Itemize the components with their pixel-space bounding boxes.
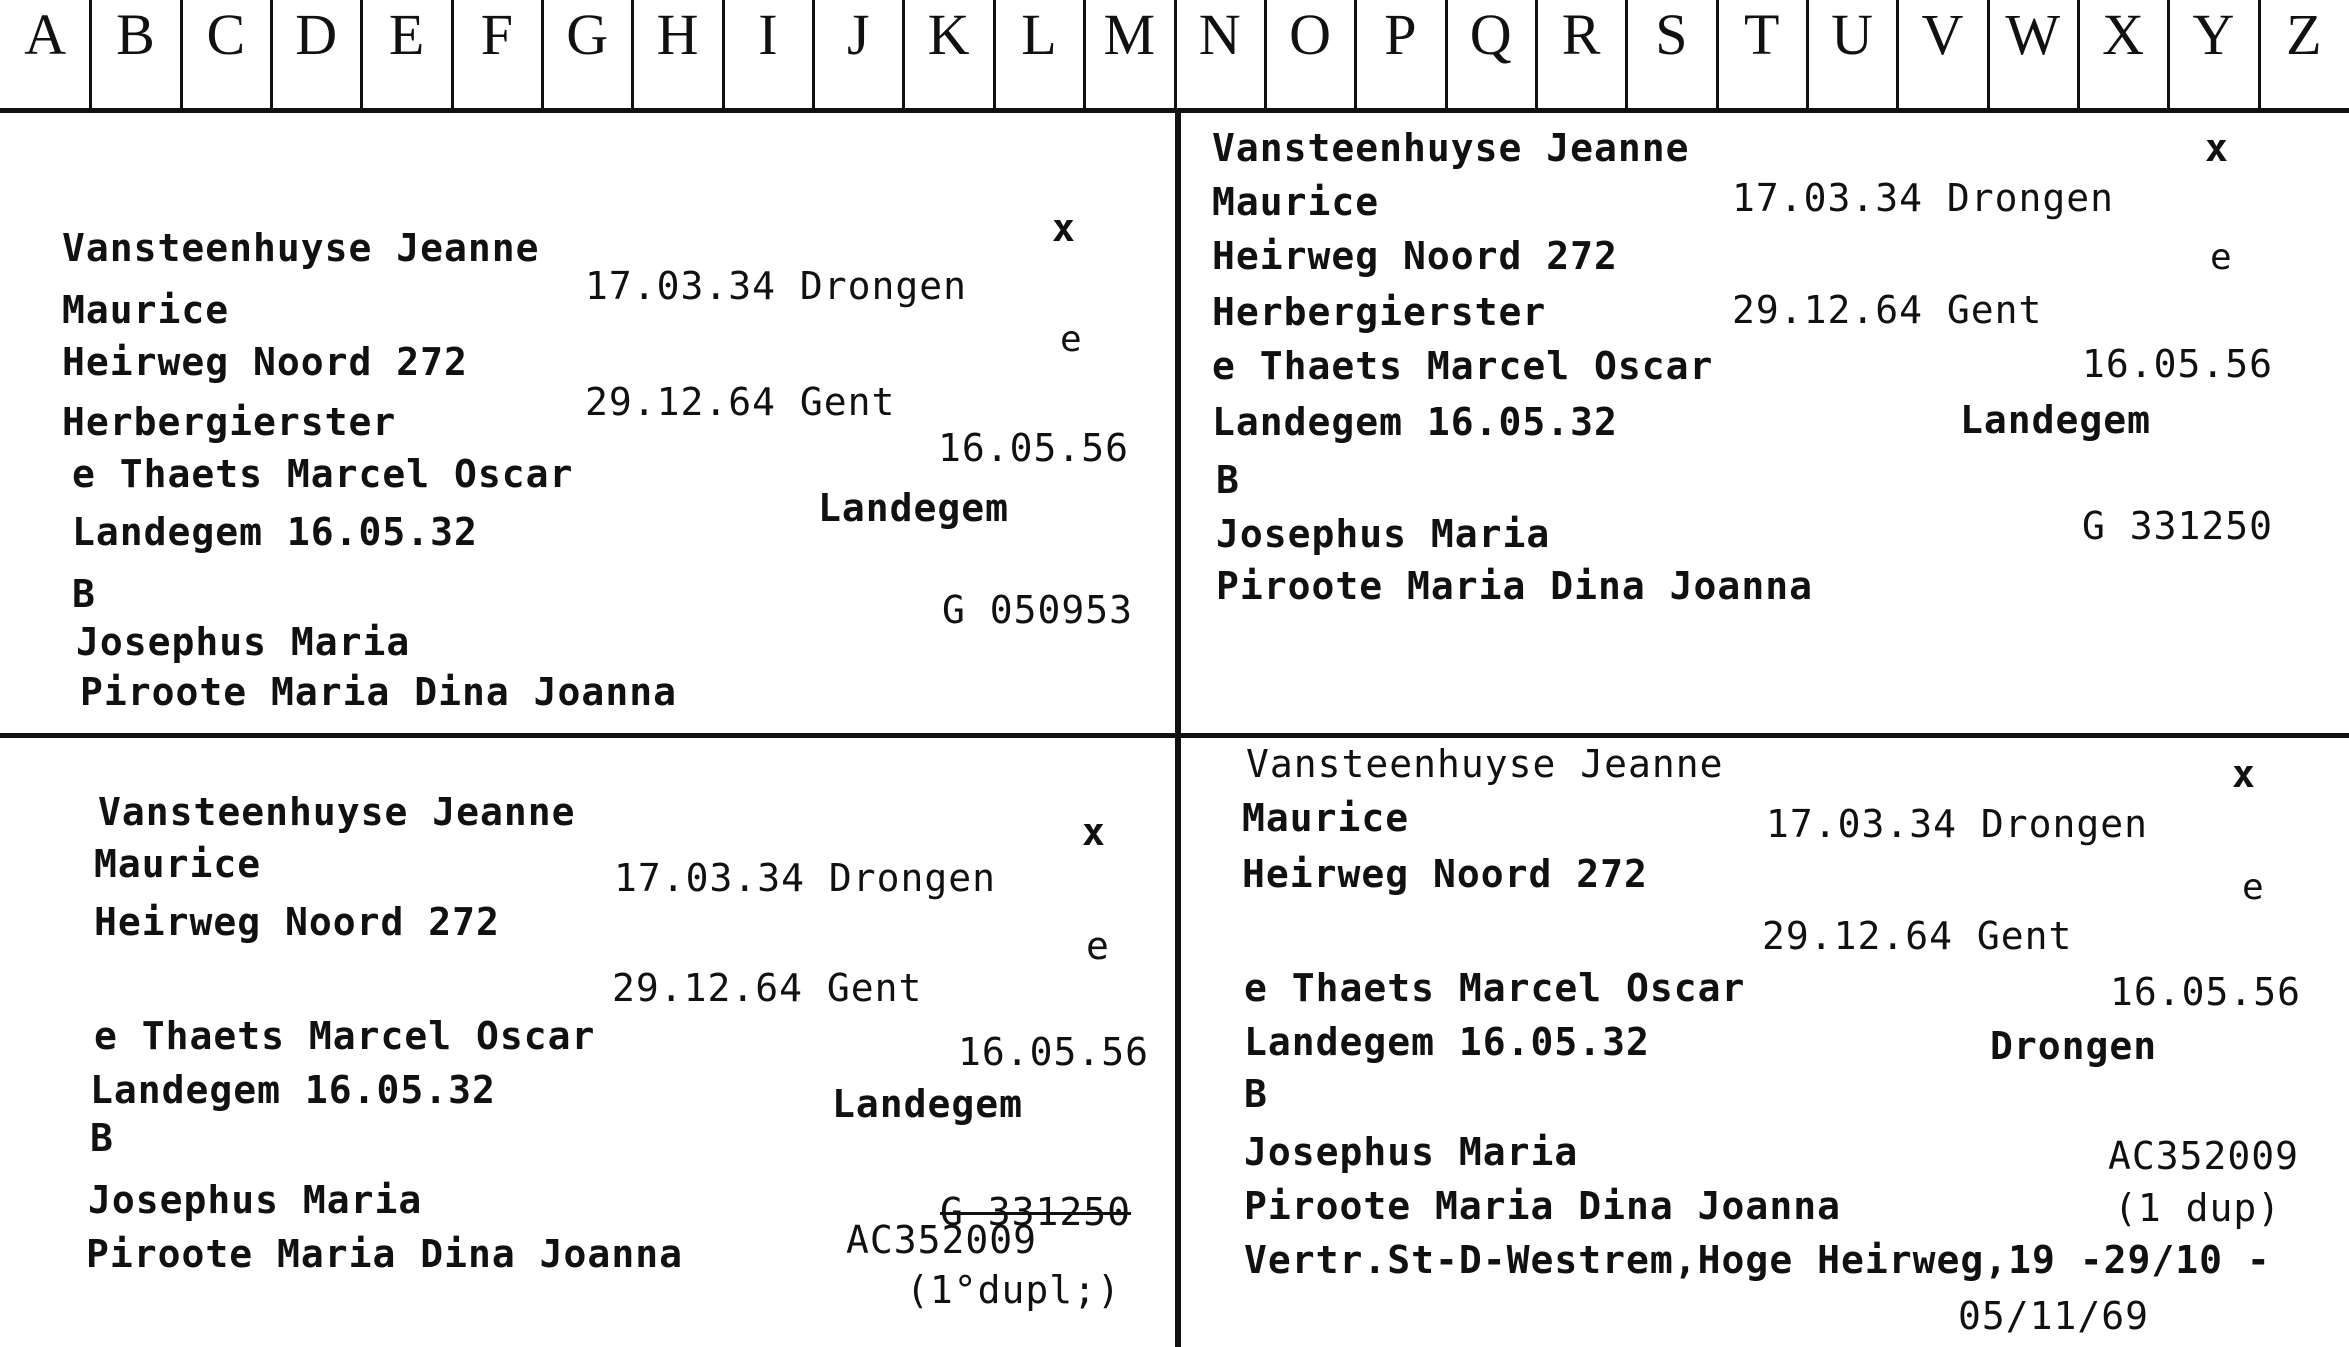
card-letter: B [1244, 1072, 1268, 1116]
card-first-name: Maurice [1212, 180, 1380, 224]
alphabet-separator [993, 0, 996, 108]
card-spouse-date: 16.05.56 [2110, 970, 2302, 1014]
card-departure-date: 05/11/69 [1958, 1294, 2150, 1338]
alphabet-separator [2077, 0, 2080, 108]
alphabet-letter-x: X [2102, 2, 2145, 67]
card-reference: G 050953 [942, 588, 1134, 632]
alphabet-letter-i: I [758, 2, 778, 67]
card-mark-e: e [1060, 319, 1083, 360]
card-name: Vansteenhuyse Jeanne [1212, 126, 1690, 170]
card-marriage-place: Drongen [1990, 1024, 2158, 1068]
alphabet-separator [631, 0, 634, 108]
card-spouse-date: 16.05.56 [2082, 342, 2274, 386]
card-mother: Piroote Maria Dina Joanna [1216, 564, 1813, 608]
alphabet-letter-d: D [295, 2, 338, 67]
alphabet-separator [902, 0, 905, 108]
card-mark-x: x [2205, 126, 2229, 170]
card-spouse: e Thaets Marcel Oscar [1244, 966, 1746, 1010]
card-birth: 17.03.34 Drongen [614, 856, 997, 900]
alphabet-separator [270, 0, 273, 108]
card-address: Heirweg Noord 272 [1242, 852, 1648, 896]
card-first-name: Maurice [62, 288, 230, 332]
alphabet-separator [1625, 0, 1628, 108]
alphabet-letter-s: S [1655, 2, 1688, 67]
card-spouse-date: 16.05.56 [938, 426, 1130, 470]
card-letter: B [90, 1116, 114, 1160]
alphabet-separator [451, 0, 454, 108]
alphabet-letter-z: Z [2286, 2, 2322, 67]
alphabet-letter-u: U [1831, 2, 1874, 67]
alphabet-letter-e: E [388, 2, 425, 67]
alphabet-letter-o: O [1289, 2, 1331, 67]
alphabet-letter-g: G [566, 2, 609, 67]
card-mark-x: x [1052, 206, 1076, 250]
card-departure-note: Vertr.St-D-Westrem,Hoge Heirweg,19 -29/10 - [1244, 1238, 2271, 1282]
card-address: Heirweg Noord 272 [62, 340, 468, 384]
alphabet-separator [1264, 0, 1267, 108]
card-divider-vertical [1175, 113, 1181, 1347]
card-father: Josephus Maria [1216, 512, 1551, 556]
card-spouse: e Thaets Marcel Oscar [94, 1014, 596, 1058]
alphabet-separator [1896, 0, 1899, 108]
card-father: Josephus Maria [88, 1178, 423, 1222]
card-divider-horizontal [0, 733, 2349, 738]
card-occupation: Herbergierster [62, 400, 397, 444]
alphabet-letter-j: J [846, 2, 870, 67]
card-father: Josephus Maria [1244, 1130, 1579, 1174]
card-date2: 29.12.64 Gent [1732, 288, 2043, 332]
card-date2: 29.12.64 Gent [1762, 914, 2073, 958]
card-first-name: Maurice [94, 842, 262, 886]
card-address: Heirweg Noord 272 [1212, 234, 1618, 278]
card-letter: B [72, 572, 96, 616]
card-spouse-date: 16.05.56 [958, 1030, 1150, 1074]
card-mother: Piroote Maria Dina Joanna [86, 1232, 683, 1276]
card-mark-x: x [1082, 810, 1106, 854]
alphabet-separator [1174, 0, 1177, 108]
card-reference: AC352009 [2108, 1134, 2300, 1178]
alphabet-separator [360, 0, 363, 108]
alphabet-separator [1806, 0, 1809, 108]
alphabet-letter-p: P [1384, 2, 1417, 67]
alphabet-separator [1987, 0, 1990, 108]
alphabet-letter-f: F [480, 2, 514, 67]
card-mark-e: e [1086, 924, 1110, 968]
alphabet-letter-t: T [1744, 2, 1780, 67]
card-duplicate-note: (1 dup) [2114, 1186, 2282, 1230]
card-name: Vansteenhuyse Jeanne [1246, 742, 1724, 786]
card-reference: AC352009 [846, 1218, 1038, 1262]
card-mark-e: e [2210, 237, 2233, 278]
card-spouse: e Thaets Marcel Oscar [72, 452, 574, 496]
card-birth: 17.03.34 Drongen [585, 264, 968, 308]
alphabet-separator [1354, 0, 1357, 108]
alphabet-separator [1716, 0, 1719, 108]
alphabet-separator [812, 0, 815, 108]
card-address: Heirweg Noord 272 [94, 900, 500, 944]
card-marriage-place: Landegem [818, 486, 1010, 530]
card-mother: Piroote Maria Dina Joanna [1244, 1184, 1841, 1228]
alphabet-letter-q: Q [1469, 2, 1512, 67]
card-name: Vansteenhuyse Jeanne [98, 790, 576, 834]
card-marriage-place: Landegem [832, 1082, 1024, 1126]
card-name: Vansteenhuyse Jeanne [62, 226, 540, 270]
alphabet-letter-w: W [2005, 2, 2061, 67]
alphabet-separator [722, 0, 725, 108]
alphabet-letter-y: Y [2192, 2, 2235, 67]
alphabet-letter-h: H [656, 2, 699, 67]
card-birth: 17.03.34 Drongen [1732, 176, 2115, 220]
card-spouse-birth: Landegem 16.05.32 [1212, 400, 1618, 444]
alphabet-separator [2167, 0, 2170, 108]
alphabet-separator [541, 0, 544, 108]
card-date2: 29.12.64 Gent [585, 380, 896, 424]
alphabet-index-header [0, 0, 2349, 113]
alphabet-separator [1083, 0, 1086, 108]
alphabet-separator [1445, 0, 1448, 108]
alphabet-letter-c: C [206, 2, 246, 67]
card-spouse: e Thaets Marcel Oscar [1212, 344, 1714, 388]
alphabet-letter-l: L [1021, 2, 1057, 67]
card-first-name: Maurice [1242, 796, 1410, 840]
card-birth: 17.03.34 Drongen [1766, 802, 2149, 846]
alphabet-separator [180, 0, 183, 108]
alphabet-separator [89, 0, 92, 108]
card-spouse-birth: Landegem 16.05.32 [72, 510, 478, 554]
alphabet-letter-v: V [1921, 2, 1964, 67]
alphabet-letter-n: N [1198, 2, 1241, 67]
card-mark-x: x [2232, 752, 2256, 796]
card-date2: 29.12.64 Gent [612, 966, 923, 1010]
card-reference: G 331250 [2082, 504, 2274, 548]
card-father: Josephus Maria [76, 620, 411, 664]
card-spouse-birth: Landegem 16.05.32 [1244, 1020, 1650, 1064]
alphabet-letter-a: A [24, 2, 67, 67]
alphabet-letter-m: M [1103, 2, 1156, 67]
alphabet-separator [1535, 0, 1538, 108]
card-mother: Piroote Maria Dina Joanna [80, 670, 677, 714]
card-mark-e: e [2242, 867, 2265, 908]
alphabet-separator [2258, 0, 2261, 108]
alphabet-letter-b: B [116, 2, 155, 67]
card-occupation: Herbergierster [1212, 290, 1547, 334]
card-letter: B [1216, 458, 1240, 502]
alphabet-letter-k: K [927, 2, 970, 67]
card-duplicate-note: (1°dupl;) [906, 1268, 1121, 1312]
card-marriage-place: Landegem [1960, 398, 2152, 442]
card-reference-struck: G 331250 [940, 1190, 1132, 1234]
card-spouse-birth: Landegem 16.05.32 [90, 1068, 496, 1112]
alphabet-letter-r: R [1561, 2, 1601, 67]
